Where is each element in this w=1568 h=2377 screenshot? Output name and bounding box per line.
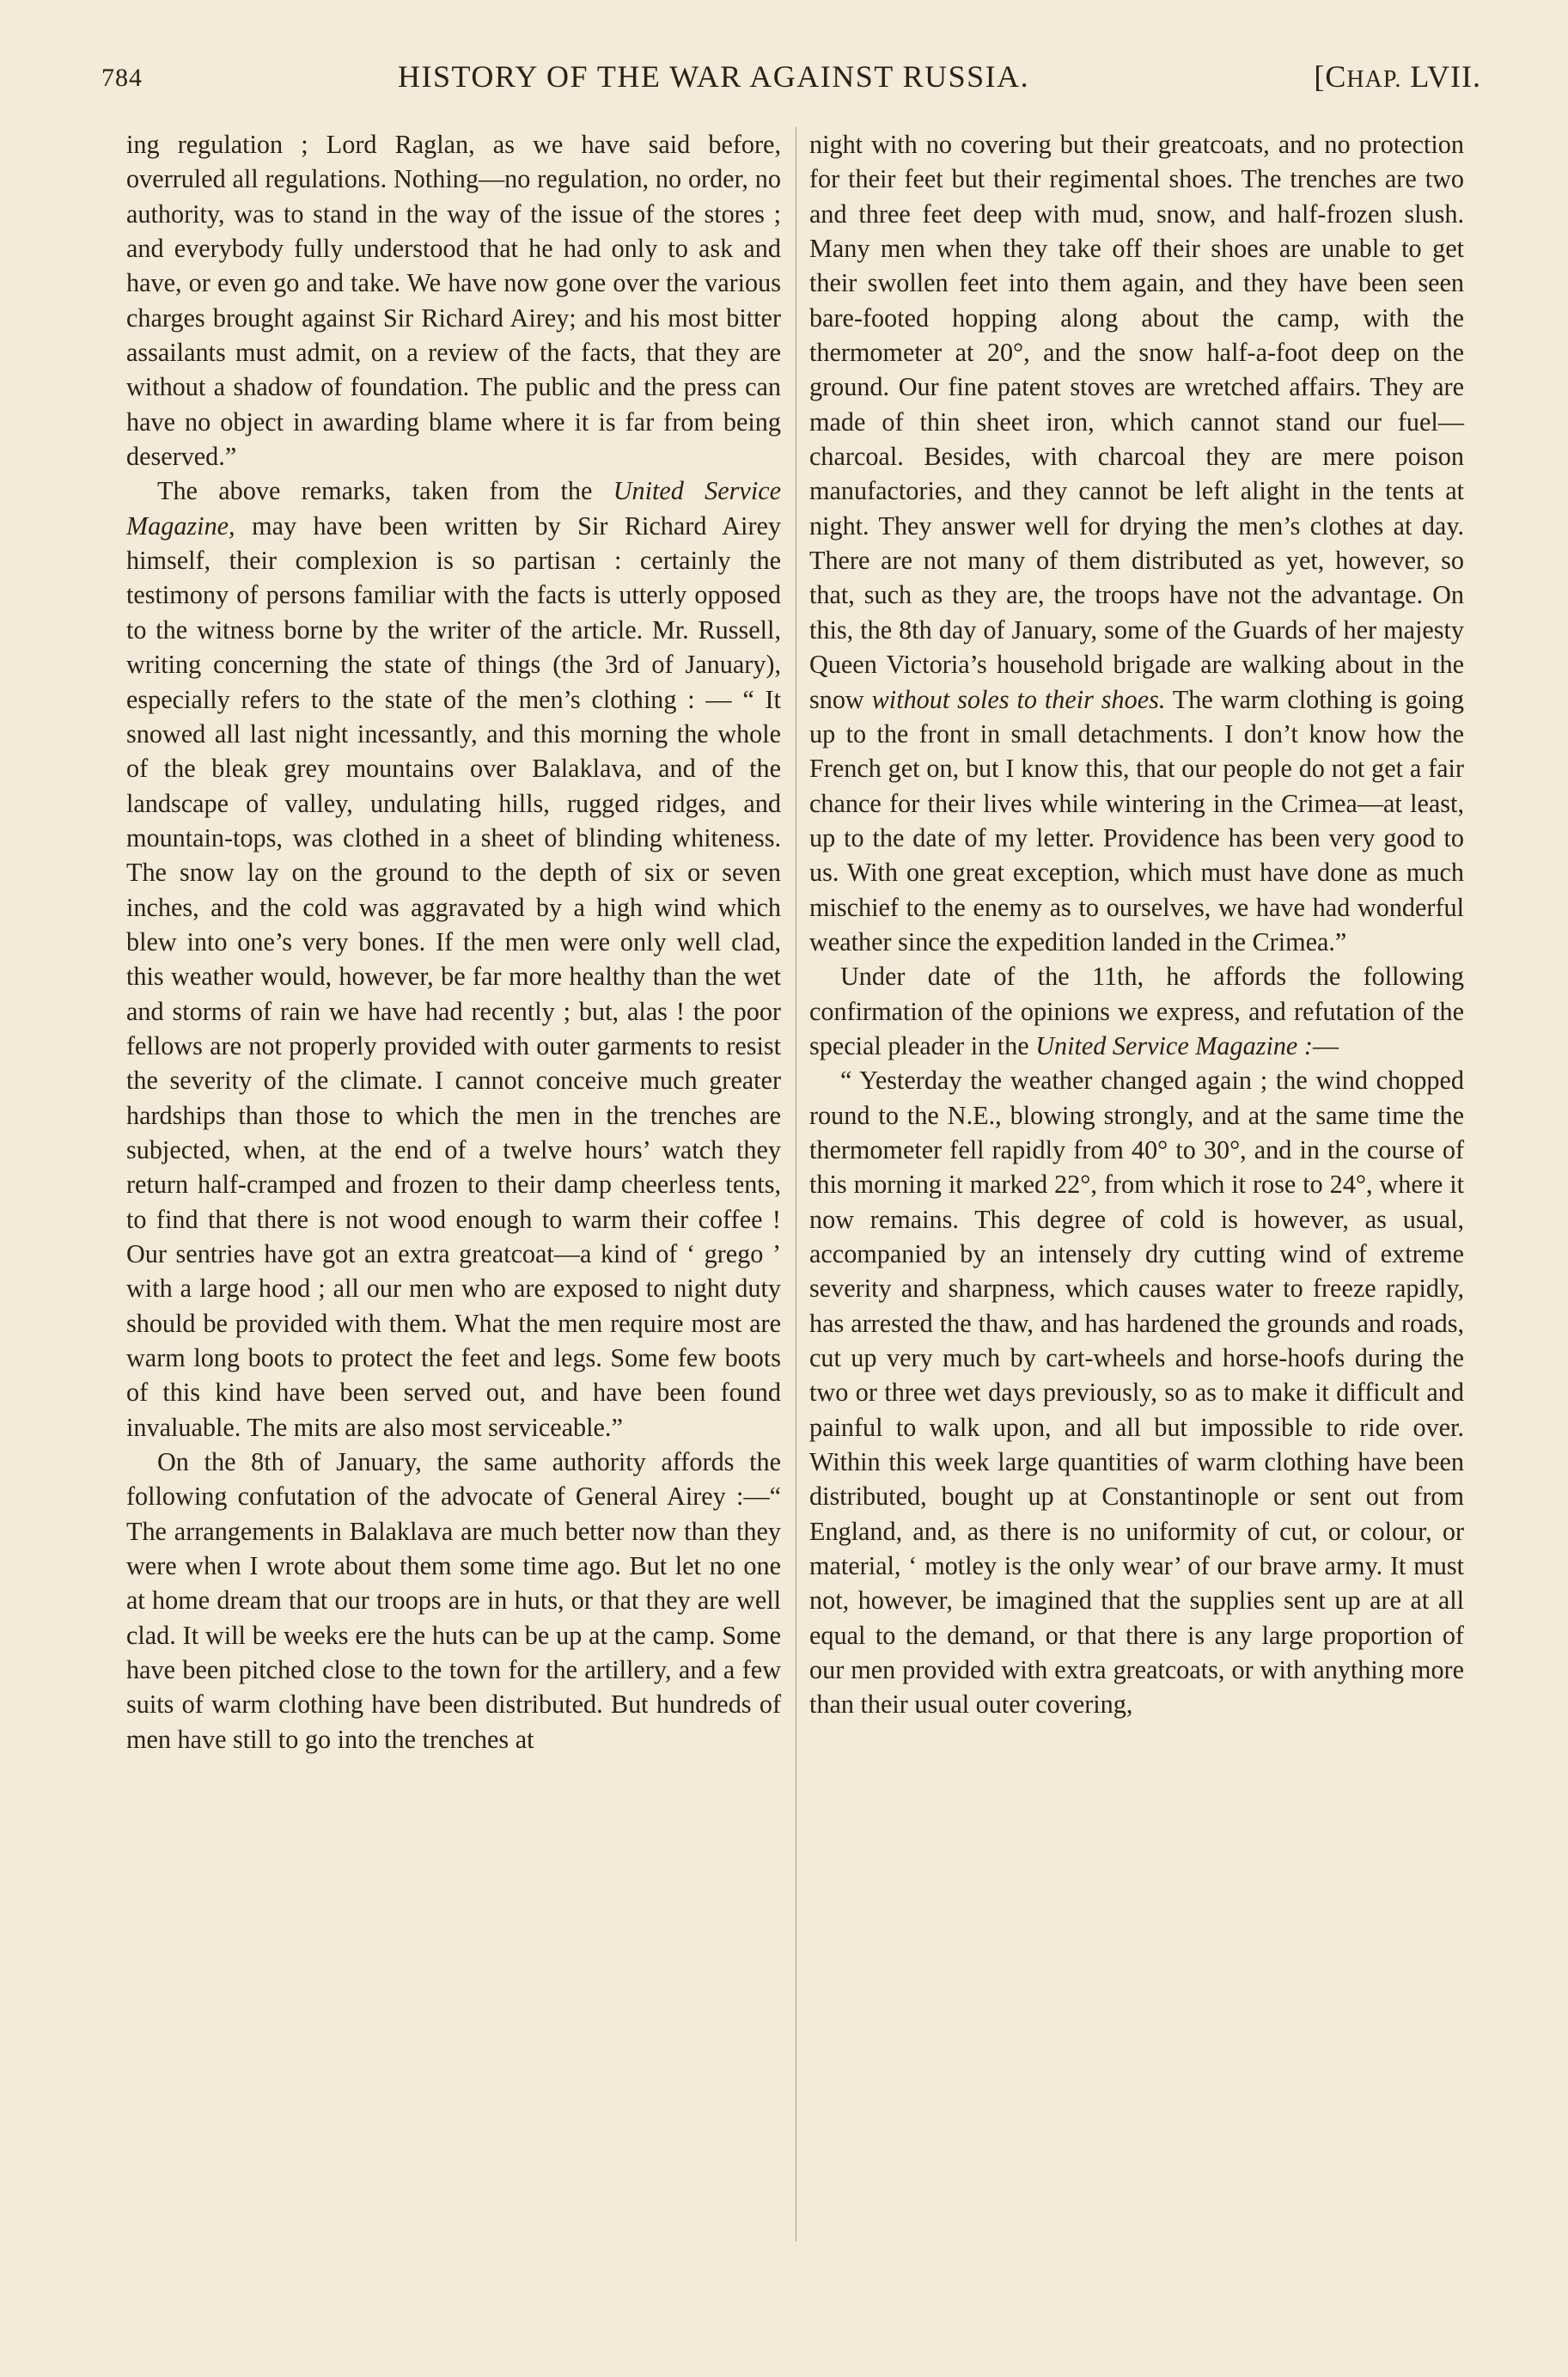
- paragraph: “ Yesterday the weather changed again ; the wind chopped round to the N.E., blowing strongly, and at the same time the thermometer fell rapidly from 40° to 30°, and in the course of this morning it marked 22°, from which it rose to 24°, where it now remains. This degree of cold is however, as usual, accompanied by an intensely dry cutting wind of extreme severity and sharpness, which causes water to freeze rapidly, has arrested the thaw, and has hardened the grounds and roads, cut up very much by cart-wheels and horse-hoofs during the two or three wet days previously, so as to make it difficult and painful to walk upon, and all but impossible to ride over. Within this week large quantities of warm clothing have been distributed, bought up at Constantinople or sent out from England, and, as there is no uniformity of cut, or colour, or material, ‘ motley is the only wear’ of our brave army. It must not, however, be imagined that the supplies sent up are at all equal to the demand, or that there is any large proportion of our men provided with extra greatcoats, or with anything more than their usual outer covering,: [809, 1066, 1464, 1720]
- paragraph: [809, 127, 1464, 959]
- page-number: 784: [101, 64, 143, 92]
- italic-text: without soles to their shoes.: [871, 684, 1166, 714]
- paragraph-text: Under date of the 11th, he affords the following confirmation of the opinions we express, and refutation of the special pleader in the: [809, 962, 1464, 1060]
- paragraph-text: night with no covering but their greatcoats, and no protection for their feet but their regimental shoes. The trenches are two and three feet deep with mud, snow, and half-frozen slush. Many men when they take off their shoes are unable to get their swollen feet into them again, and they have been seen bare-footed hopping along about the camp, with the thermometer at 20°, and the snow half-a-foot deep on the ground. Our fine patent stoves are wretched affairs. They are made of thin sheet iron, which cannot stand our fuel—charcoal. Besides, with charcoal they are mere poison manufactories, and they cannot be left alight in the tents at night. They answer well for drying the men’s clothes at day. There are not many of them distributed as yet, however, so that, such as they are, the troops have not the advantage. On this, the 8th day of January, some of the Guards of her majesty Queen Victoria’s household brigade are walking about in the snow: [809, 130, 1464, 714]
- paragraph-text: The warm clothing is going up to the front in small detachments. I don’t know how the French get on, but I know this, that our people do not get a fair chance for their lives while wintering in the Crimea—at least, up to the date of my letter. Providence has been very good to us. With one great exception, which must have done as much mischief to the enemy as to ourselves, we have had wonderful weather since the expedition landed in the Crimea.”: [809, 684, 1464, 956]
- right-column: [809, 127, 1464, 1722]
- paragraph-text: —: [1312, 1030, 1339, 1060]
- running-header: [101, 50, 1481, 101]
- paragraph: [809, 959, 1464, 1063]
- paragraph-text: may have been written by Sir Richard Airey himself, their complexion is so partisan : certainly the testimony of persons familiar with the facts is utterly opposed to the witness borne by the writer of the article. Mr. Russell, writing concerning the state of things (the 3rd of January), especially refers to the state of the men’s clothing : — “ It snowed all last night incessantly, and this morning the whole of the bleak grey mountains over Balaklava, and of the landscape of valley, undulating hills, rugged ridges, and mountain-tops, was clothed in a sheet of blinding whiteness. The snow lay on the ground to the depth of six or seven inches, and the cold was aggravated by a high wind which blew into one’s very bones. If the men were only well clad, this weather would, however, be far more healthy than the wet and storms of rain we have had recently ; but, alas ! the poor fellows are not properly provided with outer garments to resist the severity of the climate. I cannot conceive much greater hardships than those to which the men in the trenches are subjected, when, at the end of a twelve hours’ watch they return half-cramped and frozen to their damp cheerless tents, to find that there is not wood enough to warm their coffee ! Our sentries have got an extra greatcoat—a kind of ‘ grego ’ with a large hood ; all our men who are exposed to night duty should be provided with them. What the men require most are warm long boots to protect the feet and legs. Some few boots of this kind have been served out, and have been found invaluable. The mits are also most serviceable.”: [126, 510, 781, 1442]
- chapter-number: LVII.: [1401, 59, 1481, 94]
- paragraph: On the 8th of January, the same authority affords the following confutation of the advocate of General Airey :—“ The arrangements in Balaklava are much better now than they were when I wrote about them some time ago. But let no one at home dream that our troops are in huts, or that they are well clad. It will be weeks ere the huts can be up at the camp. Some have been pitched close to the town for the artillery, and a few suits of warm clothing have been distributed. But hundreds of men have still to go into the trenches at: [126, 1447, 781, 1754]
- italic-text: United Service Magazine :: [1035, 1030, 1313, 1060]
- running-title: HISTORY OF THE WAR AGAINST RUSSIA.: [398, 59, 1030, 94]
- italic-text: United Service Magazine,: [126, 476, 781, 541]
- chapter-abbrev: HAP.: [1346, 66, 1402, 93]
- chapter-reference: [1314, 58, 1481, 95]
- paragraph-text: The above remarks, taken from the: [157, 476, 613, 506]
- chapter-bracket: [C: [1314, 59, 1347, 94]
- paragraph: ing regulation ; Lord Raglan, as we have said before, overruled all regulations. Nothing—no regulation, no order, no authority, was to stand in the way of the issue of the stores ; and everybody fully understood that he had only to ask and have, or even go and take. We have now gone over the various charges brought against Sir Richard Airey; and his most bitter assailants must admit, on a review of the facts, that they are without a shadow of foundation. The public and the press can have no object in awarding blame where it is far from being deserved.”: [126, 130, 781, 472]
- left-column: [126, 127, 781, 1757]
- paragraph: [126, 474, 781, 1445]
